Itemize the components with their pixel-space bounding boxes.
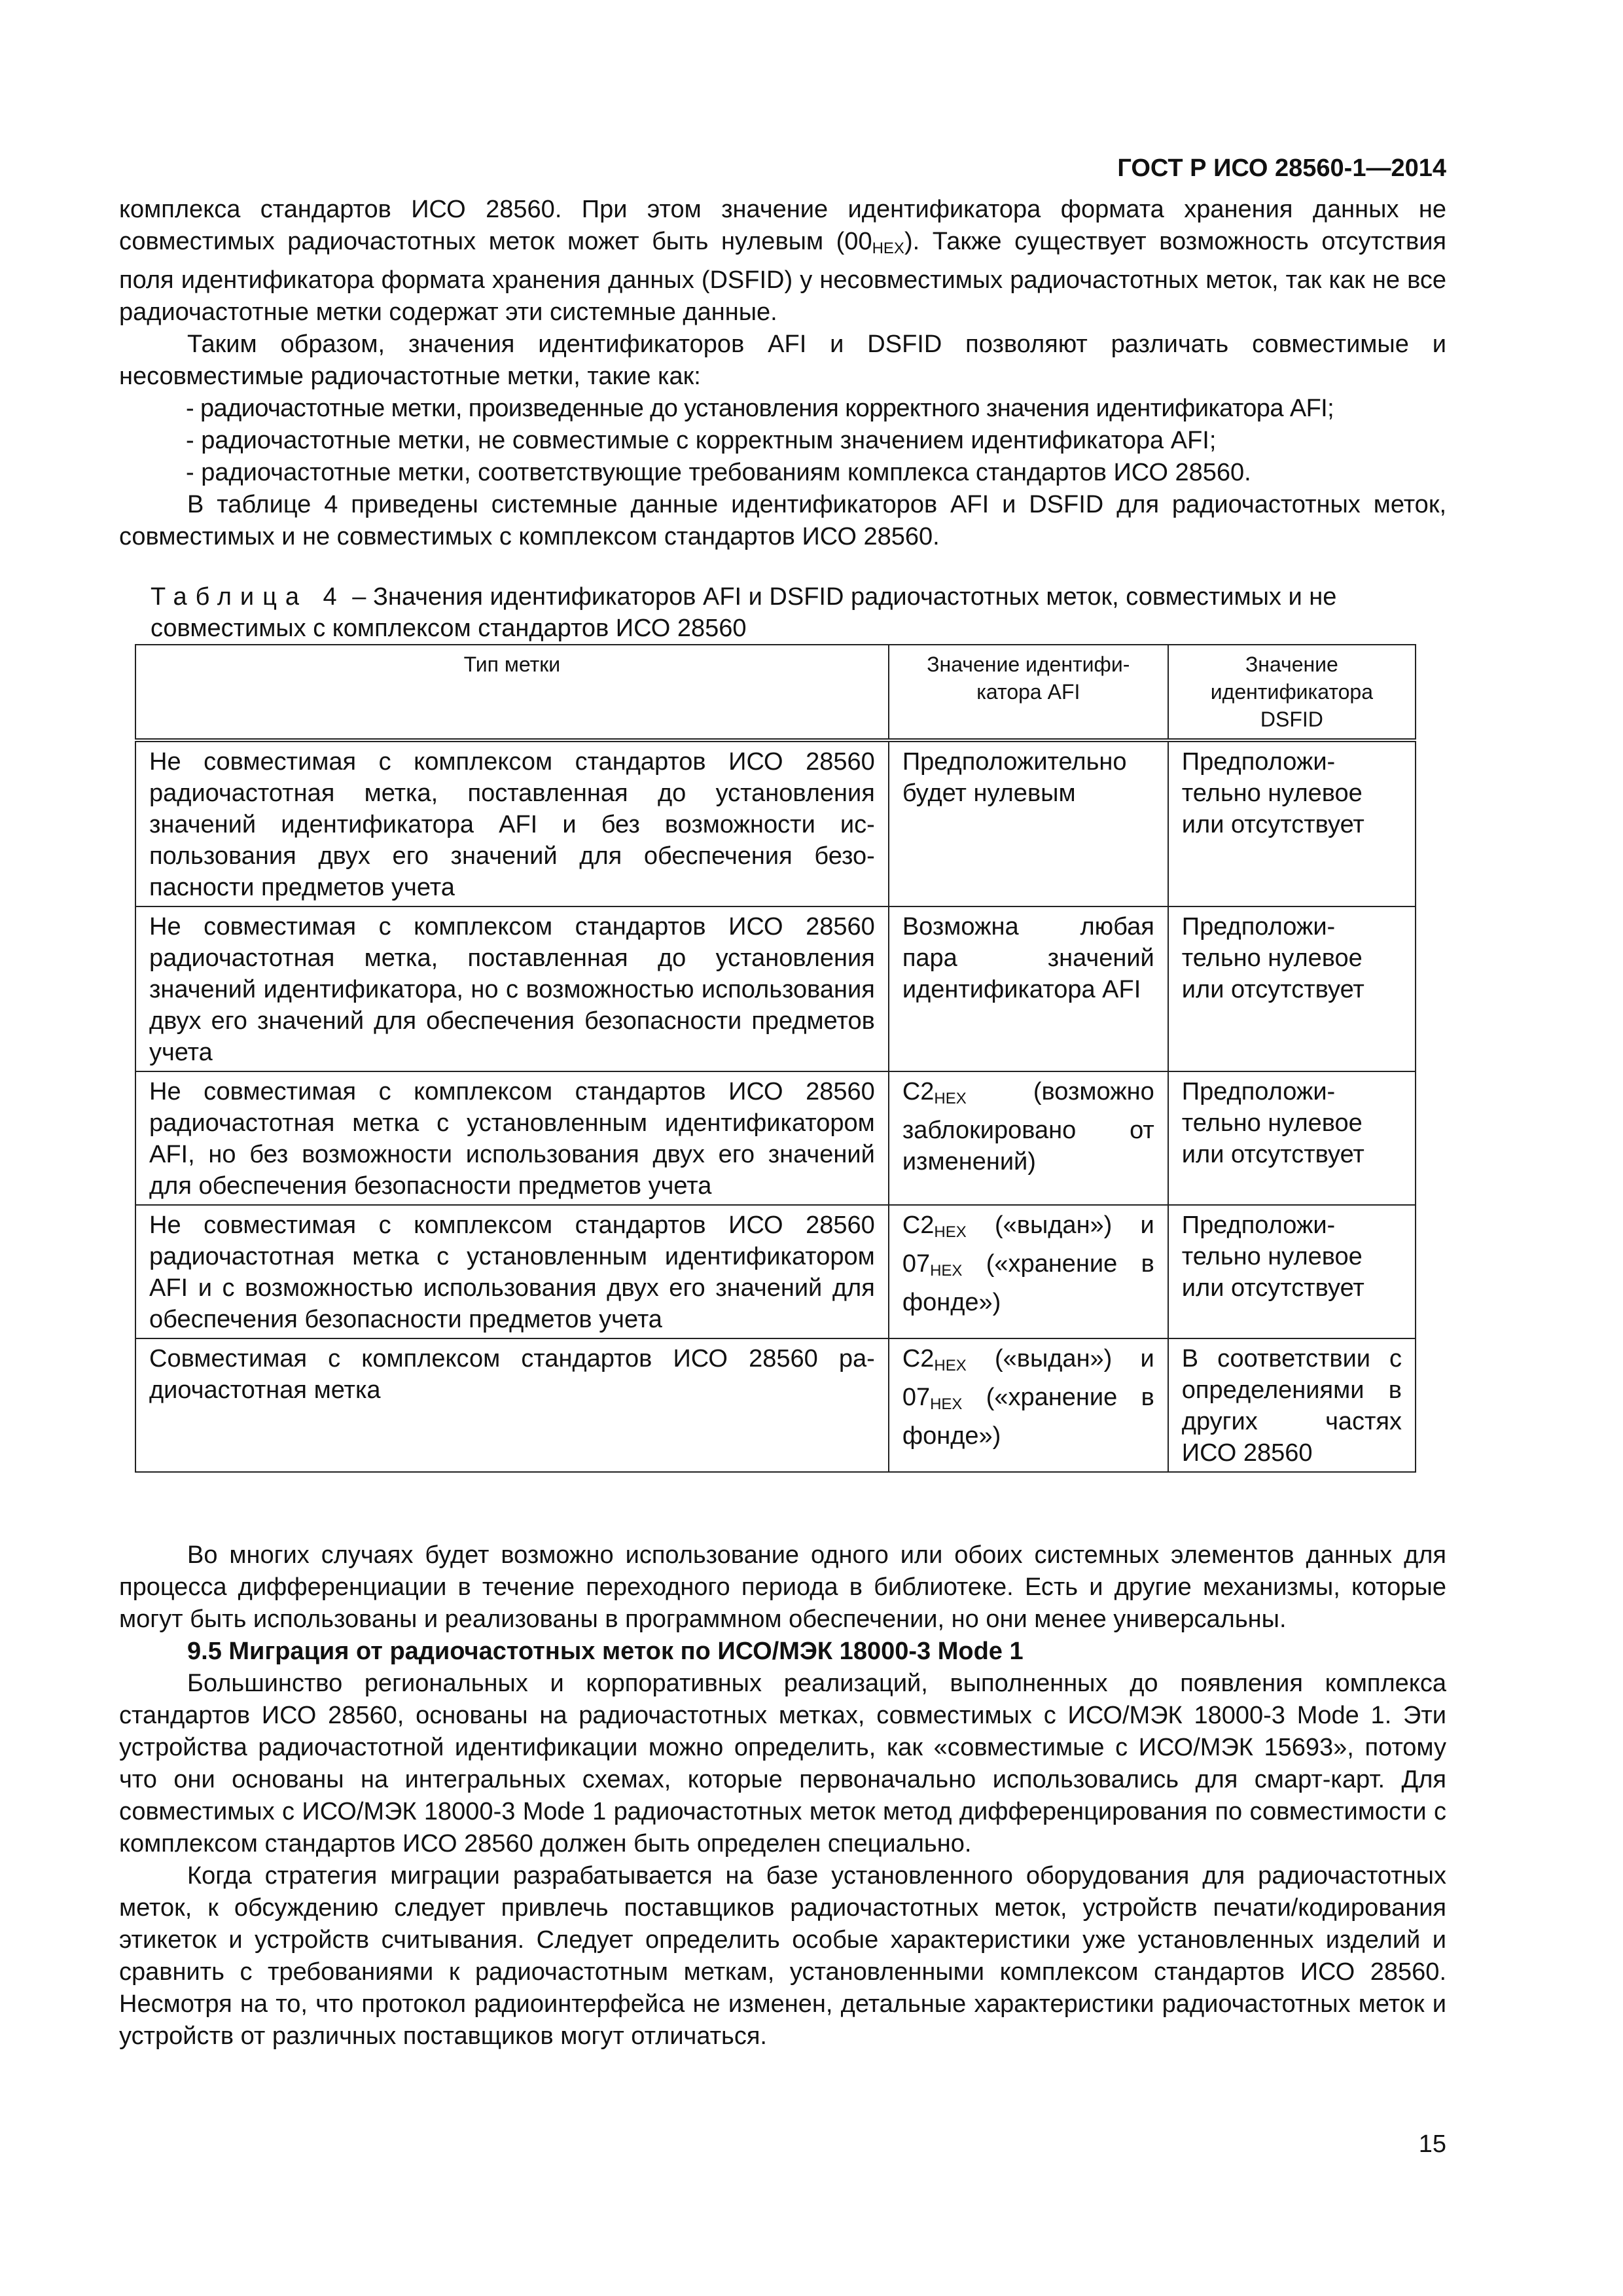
cell-type: Не совместимая с комплексом стандартов ИСО 28560 радиочастотная метка, поставленная до установления значений идентификатора, но с возможностью использования двух его значений для обеспечения безопасности предметов учета — [135, 906, 889, 1071]
cell-afi: $C2_{HEX}$ («выдан») и $07_{HEX}$ («хранение в фонде») — [889, 1205, 1168, 1338]
table-row — [135, 906, 1416, 1071]
table-row — [135, 1205, 1416, 1338]
table-header-row — [135, 645, 1416, 740]
table-row — [135, 740, 1416, 906]
table-caption: Таблица 4 – Значения идентификаторов AFI и DSFID радиочастотных меток, совместимых и не совместимых с комплексом стандартов ИСО 28560 — [151, 583, 1337, 642]
list-item: - радиочастотные метки, соответствующие требованиям комплекса стандартов ИСО 28560. — [186, 459, 1251, 486]
cell-dsfid: Предположительно нулевое или отсутствует — [1168, 1205, 1416, 1338]
list-item: - радиочастотные метки, произведенные до установления корректного значения идентификатора AFI; — [186, 395, 1334, 422]
cell-type: Совместимая с комплексом стандартов ИСО 28560 радиочастотная метка — [135, 1338, 889, 1472]
document-header: ГОСТ Р ИСО 28560-1—2014 — [1117, 154, 1446, 182]
list-item: - радиочастотные метки, не совместимые с корректным значением идентификатора AFI; — [186, 427, 1217, 454]
cell-dsfid: Предположительно нулевое или отсутствует — [1168, 740, 1416, 906]
table-row — [135, 1338, 1416, 1472]
column-header-type: Тип метки — [135, 645, 889, 740]
page-number: 15 — [1418, 2130, 1446, 2158]
paragraph-migration-1: Большинство региональных и корпоративных реализаций, выполненных до появления комплекса стандартов ИСО 28560, основаны на радиочастотных метках, совместимых с ИСО/МЭК 18000-3 Mode 1. Эти устройства радиочастотной идентификации можно определить, как «совместимые с ИСО/МЭК 15693», потому что они основаны на интегральных схемах, которые первоначально использовались для смарт-карт. Для совместимых с ИСО/МЭК 18000-3 Mode 1 радиочастотных меток метод дифференцирования по совместимости с комплексом стандартов ИСО 28560 должен быть определен специально. — [119, 1670, 1446, 1857]
cell-afi: $C2_{HEX}$ (возможно заблокировано от изменений) — [889, 1071, 1168, 1205]
afi-dsfid-table — [135, 644, 1416, 1473]
intro-section — [119, 194, 1446, 553]
cell-afi: $C2_{HEX}$ («выдан») и $07_{HEX}$ («хранение в фонде») — [889, 1338, 1168, 1472]
cell-dsfid: Предположительно нулевое или отсутствует — [1168, 906, 1416, 1071]
column-header-afi: Значение идентификатора AFI — [889, 645, 1168, 740]
cell-dsfid: Предположительно нулевое или отсутствует — [1168, 1071, 1416, 1205]
cell-type: Не совместимая с комплексом стандартов ИСО 28560 радиочастотная метка, поставленная до установления значений идентификатора AFI и без возможности использования двух его значений для обеспечения безопасности предметов учета — [135, 740, 889, 906]
paragraph-migration-2: Когда стратегия миграции разрабатывается на базе установленного оборудования для радиочастотных меток, к обсуждению следует привлечь поставщиков радиочастотных меток, устройств печати/кодирования этикеток и устройств считывания. Следует определить особые характеристики уже установленных изделий и сравнить с требованиями к радиочастотным меткам, установленными комплексом стандартов ИСО 28560. Несмотря на то, что протокол радиоинтерфейса не изменен, детальные характеристики радиочастотных меток и устройств от различных поставщиков могут отличаться. — [119, 1862, 1446, 2050]
section-title: 9.5 Миграция от радиочастотных меток по ИСО/МЭК 18000-3 Mode 1 — [187, 1638, 1024, 1665]
after-table-section — [119, 1539, 1446, 2053]
paragraph-transition: Во многих случаях будет возможно использование одного или обоих системных элементов данных для процесса дифференциации в течение переходного периода в библиотеке. Есть и другие механизмы, которые могут быть использованы и реализованы в программном обеспечении, но они менее универсальны. — [119, 1541, 1446, 1633]
table-row — [135, 1071, 1416, 1205]
column-header-dsfid: Значение идентификатора DSFID — [1168, 645, 1416, 740]
cell-type: Не совместимая с комплексом стандартов ИСО 28560 радиочастотная метка с установленным идентификатором AFI, но без возможности использования двух его значений для обеспечения безопасности предметов учета — [135, 1071, 889, 1205]
cell-dsfid: В соответствии с определениями в других частях ИСО 28560 — [1168, 1338, 1416, 1472]
cell-type: Не совместимая с комплексом стандартов ИСО 28560 радиочастотная метка с установленным идентификатором AFI и с возможностью использования двух его значений для обеспечения безопасности предметов учета — [135, 1205, 889, 1338]
intro-paragraph-3: В таблице 4 приведены системные данные идентификаторов AFI и DSFID для радиочастотных меток, совместимых и не совместимых с комплексом стандартов ИСО 28560. — [119, 491, 1446, 550]
cell-afi: Предположительно будет нулевым — [889, 740, 1168, 906]
cell-afi: Возможна любая пара значений идентификатора AFI — [889, 906, 1168, 1071]
intro-paragraph-2: Таким образом, значения идентификаторов AFI и DSFID позволяют различать совместимые и несовместимые радиочастотные метки, такие как: — [119, 331, 1446, 390]
intro-paragraph-1: комплекса стандартов ИСО 28560. При этом значение идентификатора формата хранения данных не совместимых радиочастотных меток может быть нулевым $(00_{HEX})$. Также существует возможность отсутствия поля идентификатора формата хранения данных (DSFID) у несовместимых радиочастотных меток, так как не все радиочастотные метки содержат эти системные данные. — [119, 196, 1446, 326]
